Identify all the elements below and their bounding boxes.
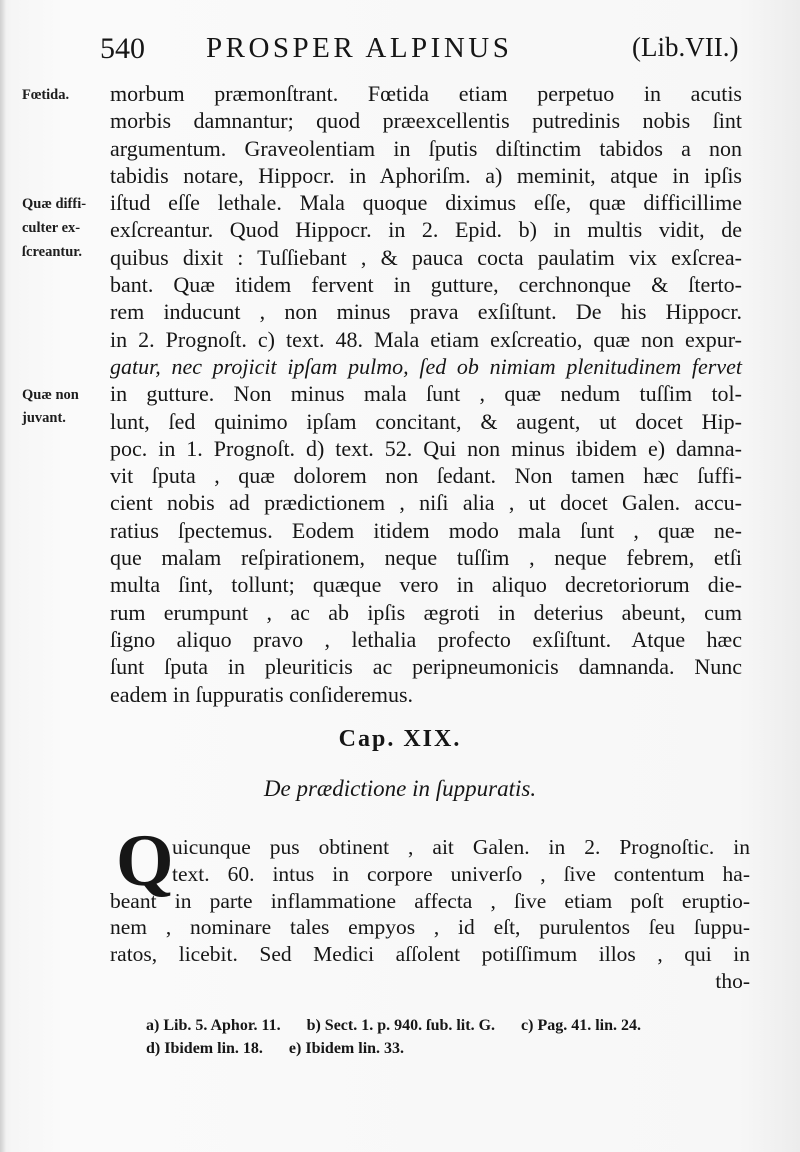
- page-number: 540: [100, 32, 145, 65]
- footnote-e: e) Ibidem lin. 33.: [288, 1040, 405, 1057]
- text-line: ſunt ſputa in pleuriticis ac peripneumonicis damnanda. Nunc: [110, 654, 742, 680]
- margin-note-quae-non: Quæ non: [22, 387, 79, 403]
- text-line: lunt, ſed quinimo ipſam concitant, & augent, ut docet Hip-: [110, 408, 742, 434]
- text-line: iſtud eſſe lethale. Mala quoque diximus eſſe, quæ difficillime: [110, 190, 742, 216]
- text-line: tabidis notare, Hippocr. in Aphoriſm. a) meminit, atque in ipſis: [110, 162, 742, 188]
- catchword: tho-: [715, 968, 750, 993]
- margin-note-juvant: juvant.: [22, 410, 66, 426]
- text-line: rem inducunt , non minus prava exſiſtunt. De his Hippocr.: [110, 299, 742, 325]
- text-line: poc. in 1. Prognoſt. d) text. 52. Qui non minus ibidem e) damna-: [110, 435, 742, 461]
- text-line: nem , nominare tales empyos , id eſt, purulentos ſeu ſuppu-: [110, 915, 750, 940]
- page-header: [0, 32, 800, 72]
- text-line: morbum præmonſtrant. Fœtida etiam perpetuo in acutis: [110, 81, 742, 106]
- footnote-d: d) Ibidem lin. 18.: [146, 1040, 263, 1057]
- text-line: text. 60. intus in corpore univerſo , ſive contentum ha-: [172, 861, 750, 886]
- text-line: ratos, licebit. Sed Medici aſſolent potiſſimum illos , qui in: [110, 942, 750, 967]
- main-text: [110, 80, 742, 708]
- text-line: uicunque pus obtinent , ait Galen. in 2. Prognoſtic. in: [172, 835, 750, 859]
- footnote-a: a) Lib. 5. Aphor. 11.: [146, 1017, 281, 1034]
- running-title: PROSPER ALPINUS: [206, 32, 513, 64]
- drop-cap: Q: [116, 820, 174, 902]
- margin-note-foetida: Fœtida.: [22, 87, 70, 103]
- text-line: argumentum. Graveolentiam in ſputis diſtinctim tabidos a non: [110, 135, 742, 161]
- margin-note-screantur: ſcreantur.: [22, 244, 83, 260]
- text-line: cient nobis ad prædictionem , niſi alia , ut docet Galen. accu-: [110, 490, 742, 516]
- page-edge-shadow: [0, 0, 6, 1152]
- footnote-line: [146, 1037, 756, 1060]
- text-line: in gutture. Non minus mala ſunt , quæ nedum tuſſim tol-: [110, 381, 742, 407]
- book-reference: (Lib.VII.): [632, 32, 739, 62]
- text-line: in 2. Prognoſt. c) text. 48. Mala etiam exſcreatio, quæ non expur-: [110, 326, 742, 352]
- text-line: multa ſint, tollunt; quæque vero in aliquo decretoriorum die-: [110, 572, 742, 598]
- footnote-c: c) Pag. 41. lin. 24.: [521, 1017, 642, 1034]
- chapter-subtitle: De prædictione in ſuppuratis.: [263, 776, 537, 801]
- text-line: quibus dixit : Tuſſiebant , & pauca cocta paulatim vix exſcrea-: [110, 244, 742, 270]
- text-line: beant in parte inflammatione affecta , ſive etiam poſt eruptio-: [110, 888, 750, 913]
- chapter-title: Cap. XIX.: [338, 726, 462, 752]
- text-line: rum erumpunt , ac ab ipſis ægroti in deterius abeunt, cum: [110, 599, 742, 625]
- margin-note-culter: culter ex-: [22, 220, 81, 236]
- text-line: gatur, nec projicit ipſam pulmo, ſed ob nimiam plenitudinem fervet: [110, 353, 742, 379]
- text-line: morbis damnantur; quod præexcellentis putredinis nobis ſint: [110, 108, 742, 134]
- text-line: ratius ſpectemus. Eodem itidem modo mala ſunt , quæ ne-: [110, 517, 742, 543]
- text-line: ſigno aliquo pravo , lethalia profecto exſiſtunt. Atque hæc: [110, 626, 742, 652]
- footnotes: [146, 1014, 756, 1060]
- footnote-b: b) Sect. 1. p. 940. ſub. lit. G.: [306, 1017, 496, 1034]
- chapter-paragraph: [110, 834, 750, 995]
- text-line: eadem in ſuppuratis conſideremus.: [110, 681, 414, 707]
- margin-note-quae-diffi: Quæ diffi-: [22, 196, 87, 212]
- text-line: bant. Quæ itidem fervent in gutture, cerchnonque & ſterto-: [110, 272, 742, 298]
- text-line: vit ſputa , quæ dolorem non ſedant. Non tamen hæc ſuffi-: [110, 463, 742, 489]
- text-line: exſcreantur. Quod Hippocr. in 2. Epid. b) in multis vidit, de: [110, 217, 742, 243]
- text-line: que malam reſpirationem, neque tuſſim , neque febrem, etſi: [110, 545, 742, 571]
- footnote-line: [146, 1014, 756, 1037]
